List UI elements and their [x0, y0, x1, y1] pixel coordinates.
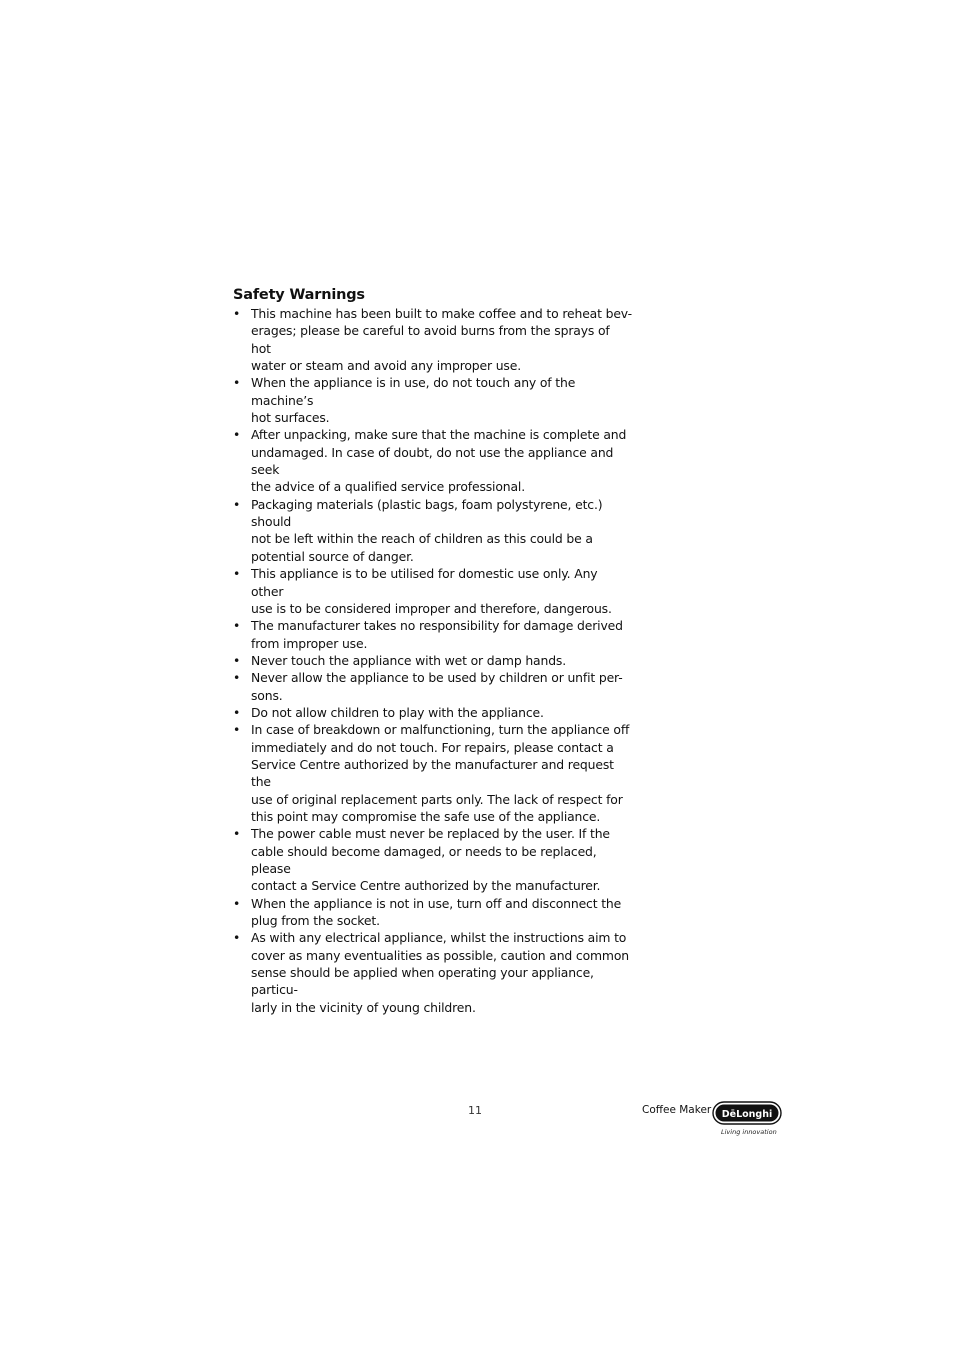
- section-title: Safety Warnings: [233, 287, 365, 303]
- bullet-icon: •: [233, 566, 241, 582]
- list-item: [233, 305, 633, 374]
- bullet-icon: •: [233, 930, 241, 946]
- bullet-icon: •: [233, 375, 241, 391]
- bullet-icon: •: [233, 306, 241, 321]
- bullet-icon: •: [233, 652, 241, 668]
- warnings-list: [233, 305, 633, 1016]
- list-item-text: When the appliance is not in use, turn off and disconnect the plug from the socket.: [251, 895, 622, 929]
- product-name: Coffee Maker: [642, 1104, 712, 1116]
- list-item-text: The power cable must never be replaced by the user. If the cable should become damaged, or needs to be replaced, please contact a Service Centre authorized by the manufacturer.: [251, 826, 610, 894]
- bullet-icon: •: [233, 496, 241, 512]
- brand-tagline: Living innovation: [721, 1128, 777, 1136]
- list-item-text: As with any electrical appliance, whilst the instructions aim to cover as many eventualities as possible, caution and common sense should be applied when operating your appliance, particu- larly in the vicinity of young children.: [251, 930, 629, 1015]
- brand-logo: [712, 1101, 782, 1125]
- list-item-text: This machine has been built to make coffee and to reheat bev- erages; please be careful to avoid burns from the sprays of hot water or steam and avoid any improper use.: [251, 306, 632, 374]
- list-item: [233, 669, 633, 704]
- brand-name: DēLonghi: [721, 1109, 773, 1120]
- bullet-icon: •: [233, 826, 241, 842]
- list-item-text: The manufacturer takes no responsibility for damage derived from improper use.: [251, 618, 623, 651]
- bullet-icon: •: [233, 427, 241, 443]
- list-item: [233, 652, 633, 669]
- list-item: [233, 929, 633, 1016]
- list-item: [233, 426, 633, 495]
- bullet-icon: •: [233, 895, 241, 911]
- bullet-icon: •: [233, 722, 241, 738]
- list-item: [233, 374, 633, 426]
- list-item: [233, 825, 633, 894]
- safety-section: [233, 285, 633, 1016]
- list-item-text: Do not allow children to play with the appliance.: [251, 704, 544, 720]
- list-item-text: Never allow the appliance to be used by children or unfit per- sons.: [251, 670, 623, 703]
- list-item-text: In case of breakdown or malfunctioning, turn the appliance off immediately and do not touch. For repairs, please contact a Service Centre authorized by the manufacturer and request the use of original replacement parts only. The lack of respect for this point may compromise the safe use of the appliance.: [251, 722, 630, 824]
- list-item-text: After unpacking, make sure that the machine is complete and undamaged. In case of doubt, do not use the appliance and seek the advice of a qualified service professional.: [251, 427, 627, 495]
- list-item: [233, 704, 633, 721]
- list-item: [233, 895, 633, 930]
- list-item-text: Packaging materials (plastic bags, foam polystyrene, etc.) should not be left within the reach of children as this could be a potential source of danger.: [251, 496, 603, 564]
- bullet-icon: •: [233, 704, 241, 720]
- list-item-text: This appliance is to be utilised for domestic use only. Any other use is to be considered improper and therefore, dangerous.: [251, 566, 612, 616]
- bullet-icon: •: [233, 670, 241, 686]
- list-item-text: When the appliance is in use, do not touch any of the machine’s hot surfaces.: [251, 375, 576, 426]
- list-item-text: Never touch the appliance with wet or damp hands.: [251, 652, 567, 668]
- bullet-icon: •: [233, 618, 241, 634]
- page-number: 11: [468, 1104, 482, 1117]
- list-item: [233, 617, 633, 652]
- list-item: [233, 565, 633, 617]
- list-item: [233, 721, 633, 825]
- list-item: [233, 496, 633, 565]
